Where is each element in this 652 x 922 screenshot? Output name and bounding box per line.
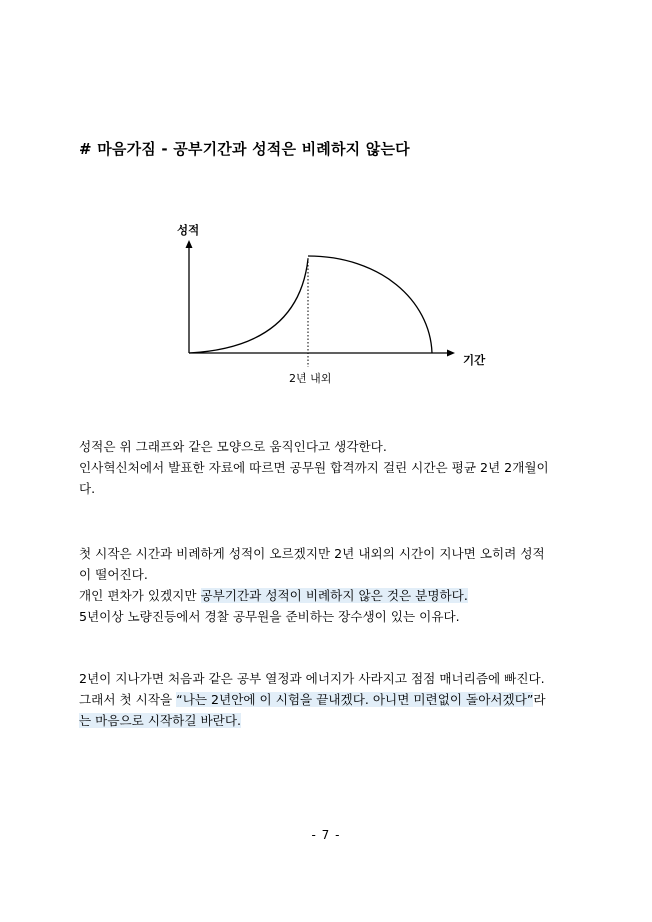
- highlighted-quote: “나는 2년안에 이 시험을 끝내겠다. 아니면 미련없이 돌아서겠다”: [176, 692, 534, 707]
- x-axis-arrow: [447, 350, 455, 357]
- section-heading: # 마음가짐 - 공부기간과 성적은 비례하지 않는다: [79, 140, 410, 158]
- paragraph-1-line-1: 성적은 위 그래프와 같은 모양으로 움직인다고 생각한다.: [79, 439, 387, 454]
- y-axis-arrow: [186, 240, 193, 248]
- paragraph-2-line-3-text: 개인 편차가 있겠지만: [79, 588, 201, 603]
- x-axis-label: 기간: [463, 353, 486, 367]
- paragraph-3-line-2-text: 그래서 첫 시작을: [79, 692, 177, 707]
- paragraph-2-line-4: 5년이상 노량진등에서 경찰 공무원을 준비하는 장수생이 있는 이유다.: [79, 609, 460, 624]
- paragraph-2-line-2: 이 떨어진다.: [79, 567, 148, 582]
- paragraph-1-line-2: 인사혁신처에서 발표한 자료에 따르면 공무원 합격까지 걸린 시간은 평균 2년 2개월이: [79, 460, 549, 475]
- paragraph-1: [79, 436, 579, 499]
- paragraph-3-line-2-tail: 라: [533, 692, 546, 707]
- y-axis-label: 성적: [177, 223, 200, 237]
- highlighted-statement: 공부기간과 성적이 비례하지 않은 것은 분명하다.: [200, 588, 468, 603]
- paragraph-2-line-1: 첫 시작은 시간과 비례하게 성적이 오르겠지만 2년 내외의 시간이 지나면 오히려 성적: [79, 546, 545, 561]
- paragraph-3-line-3: [79, 710, 579, 731]
- paragraph-2-line-3: [79, 585, 579, 606]
- paragraph-3-line-2: [79, 689, 579, 710]
- highlighted-closing: 는 마음으로 시작하길 바란다.: [79, 713, 241, 728]
- falling-curve: [308, 256, 432, 353]
- paragraph-3: [79, 668, 579, 731]
- paragraph-1-line-3: 다.: [79, 481, 96, 496]
- rising-curve: [189, 259, 308, 353]
- paragraph-3-line-1: 2년이 지나가면 처음과 같은 공부 열정과 에너지가 사라지고 점점 매너리즘에 빠진다.: [79, 671, 545, 686]
- page-number: - 7 -: [311, 828, 341, 842]
- paragraph-2: [79, 543, 579, 627]
- two-year-annotation: 2년 내외: [289, 372, 332, 385]
